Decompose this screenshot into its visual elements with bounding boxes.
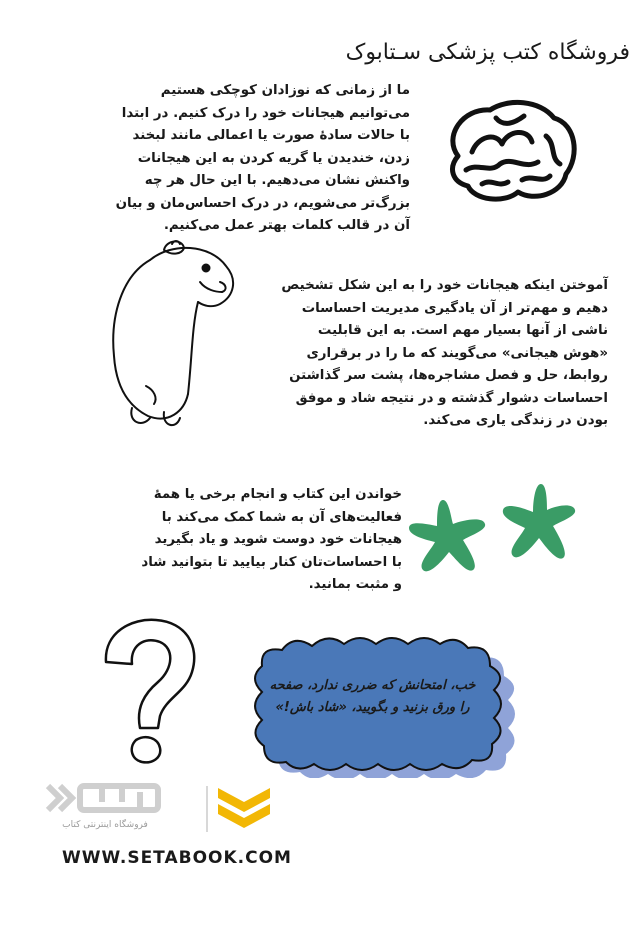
logo-subtitle: فروشگاه اینترنتی کتاب bbox=[62, 820, 148, 830]
brain-icon bbox=[438, 96, 583, 212]
logo-wordmark-graphic bbox=[40, 778, 170, 818]
capybara-illustration bbox=[88, 236, 248, 432]
star-icon bbox=[497, 480, 581, 568]
page-title: فروشگاه کتب پزشکی سـتابوک bbox=[345, 40, 630, 65]
paragraph-infancy: ما از زمانی که نوزادان کوچکی هستیم می‌توانیم هیجانات خود را درک کنیم. در ابتدا با حالات سادهٔ صورت یا اعمالی مانند لبخند زدن، خندیدن یا گریه کردن به این هیجانات واکنش نشان می‌دهیم. با این حال هر چه بزرگ‌تر می‌شویم، در درک احساس‌مان و بیان آن در قالب کلمات بهتر عمل می‌کنیم. bbox=[115, 83, 410, 233]
cloud-message: خب، امتحانش که ضرری ندارد، صفحه را ورق بزنید و بگویید، «شاد باش!» bbox=[269, 678, 476, 715]
logo-mark-icon bbox=[216, 784, 272, 834]
question-mark-icon bbox=[96, 612, 206, 768]
paragraph-emotional-intelligence: آموختن اینکه هیجانات خود را به این شکل تشخیص دهیم و مهم‌تر از آن یادگیری مدیریت احساسات ناشی از آنها بسیار مهم است. به این قابلیت «هوش هیجانی» می‌گویند که ما را در برقراری روابط، حل و فصل مشاجره‌ها، پشت سر گذاشتن احساسات دشوار گذشته و در نتیجه شاد و موفق بودن در زندگی یاری می‌کند. bbox=[281, 278, 608, 428]
paragraph-reading-book: خواندن این کتاب و انجام برخی یا همهٔ فعالیت‌های آن به شما کمک می‌کند با هیجانات خود دوست شوید و یاد بگیرید با احساسات‌تان کنار بیایید تا بتوانید شاد و مثبت بمانید. bbox=[141, 487, 402, 592]
logo-divider bbox=[206, 786, 208, 832]
website-url[interactable]: WWW.SETABOOK.COM bbox=[62, 848, 292, 868]
star-icon bbox=[405, 496, 495, 578]
